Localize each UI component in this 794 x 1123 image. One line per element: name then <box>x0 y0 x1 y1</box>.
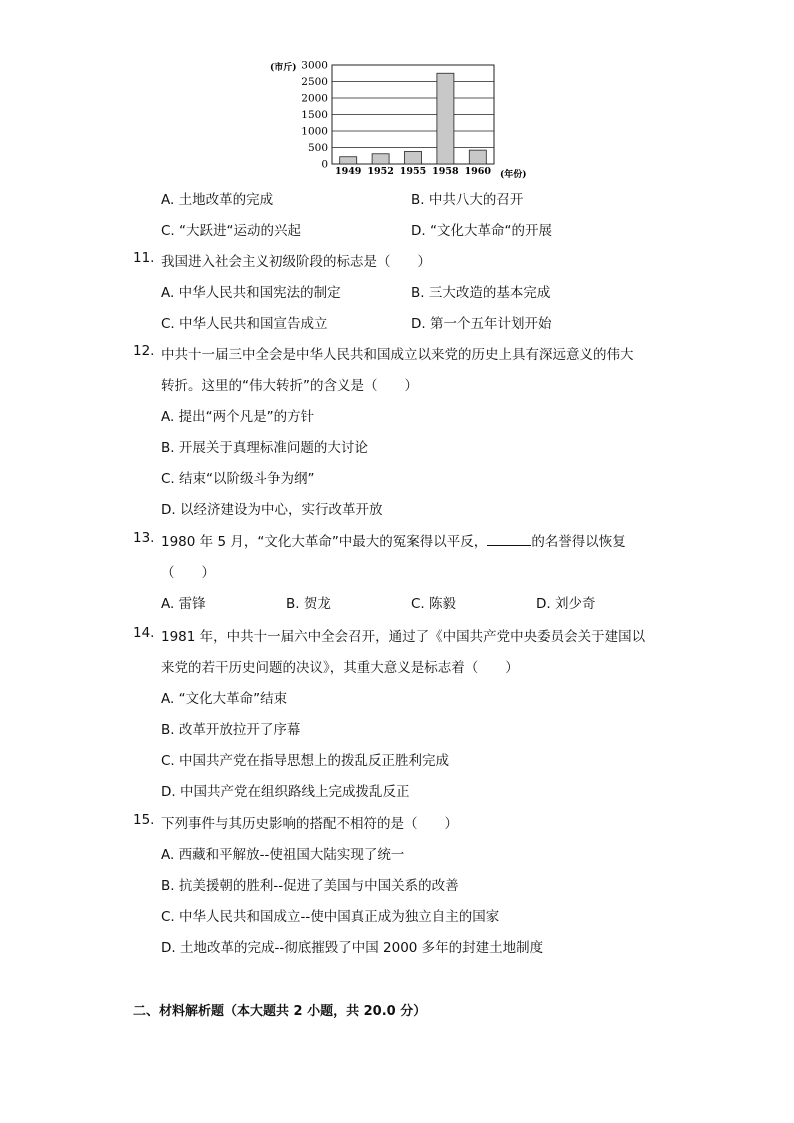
q11-stem: 我国进入社会主义初级阶段的标志是（ ） <box>161 254 431 270</box>
q14-number: 14. <box>133 625 155 641</box>
q11-option-c: C. 中华人民共和国宣告成立 <box>161 316 328 332</box>
x-tick-label: 1960 <box>464 166 492 177</box>
bar-1960 <box>469 150 486 164</box>
y-tick-label: 500 <box>307 142 328 154</box>
q12-number: 12. <box>133 343 155 359</box>
x-tick-label: 1952 <box>367 166 394 177</box>
q13-option-b: B. 贺龙 <box>286 596 331 612</box>
grain-output-bar-chart <box>268 56 538 180</box>
q14-option-a: A. “文化大革命”结束 <box>161 691 288 707</box>
q15-option-d: D. 土地改革的完成--彻底摧毁了中国 2000 多年的封建土地制度 <box>161 940 544 956</box>
q11-option-d: D. 第一个五年计划开始 <box>411 316 552 332</box>
q13-option-d: D. 刘少奇 <box>536 596 596 612</box>
section-2-heading: 二、材料解析题（本大题共 2 小题，共 20.0 分） <box>133 1004 427 1019</box>
q15-option-a: A. 西藏和平解放--使祖国大陆实现了统一 <box>161 847 405 863</box>
x-tick-label: 1958 <box>432 166 459 177</box>
q15-stem: 下列事件与其历史影响的搭配不相符的是（ ） <box>161 816 458 832</box>
y-tick-label: 1000 <box>301 125 328 138</box>
x-tick-label: 1949 <box>334 166 362 177</box>
bar-1955 <box>405 151 422 164</box>
y-axis-unit-label: (市斤) <box>270 63 297 73</box>
q13-answer-blank <box>487 533 531 546</box>
y-tick-label: 2000 <box>301 92 328 105</box>
q11-number: 11. <box>133 250 155 266</box>
q14-stem-line1: 1981 年，中共十一届六中全会召开，通过了《中国共产党中央委员会关于建国以 <box>161 629 646 645</box>
q13-stem <box>161 530 626 550</box>
q15-option-c: C. 中华人民共和国成立--使中国真正成为独立自主的国家 <box>161 909 500 925</box>
y-tick-label: 1500 <box>301 109 328 121</box>
q12-option-d: D. 以经济建设为中心，实行改革开放 <box>161 502 383 518</box>
q12-option-b: B. 开展关于真理标准问题的大讨论 <box>161 440 368 456</box>
bar-1949 <box>340 157 357 164</box>
x-tick-label: 1955 <box>399 166 427 177</box>
q11-option-a: A. 中华人民共和国宪法的制定 <box>161 285 341 301</box>
q12-option-c: C. 结束“以阶级斗争为纲” <box>161 471 315 487</box>
q12-option-a: A. 提出“两个凡是”的方针 <box>161 409 315 425</box>
y-tick-label: 3000 <box>301 59 328 72</box>
q15-option-b: B. 抗美援朝的胜利--促进了美国与中国关系的改善 <box>161 878 459 894</box>
y-tick-label: 2500 <box>301 76 328 88</box>
q12-stem-line2: 转折。这里的“伟大转折”的含义是（ ） <box>161 378 418 394</box>
q15-number: 15. <box>133 812 155 828</box>
q13-option-c: C. 陈毅 <box>411 596 457 612</box>
q10-option-b: B. 中共八大的召开 <box>411 192 524 208</box>
y-tick-label: 0 <box>321 158 328 171</box>
q13-number: 13. <box>133 530 155 546</box>
q12-stem-line1: 中共十一届三中全会是中华人民共和国成立以来党的历史上具有深远意义的伟大 <box>161 347 634 363</box>
q13-stem-before: 1980 年 5 月，“文化大革命”中最大的冤案得以平反， <box>161 534 488 550</box>
q10-option-d: D. “文化大革命“的开展 <box>411 223 552 239</box>
q14-option-c: C. 中国共产党在指导思想上的拨乱反正胜利完成 <box>161 753 450 769</box>
q11-option-b: B. 三大改造的基本完成 <box>411 285 551 301</box>
q13-stem-after: 的名誉得以恢复 <box>531 534 626 550</box>
q10-option-a: A. 土地改革的完成 <box>161 192 274 208</box>
q13-option-a: A. 雷锋 <box>161 596 206 612</box>
bar-1958 <box>437 73 454 164</box>
q14-option-d: D. 中国共产党在组织路线上完成拨乱反正 <box>161 784 410 800</box>
bar-1952 <box>372 154 389 164</box>
q14-stem-line2: 来党的若干历史问题的决议》，其重大意义是标志着（ ） <box>161 660 519 676</box>
q13-stem-line2: （ ） <box>161 565 215 581</box>
x-axis-unit-label: (年份) <box>500 170 527 180</box>
q10-option-c: C. “大跃进“运动的兴起 <box>161 223 301 239</box>
chart-svg <box>268 56 538 180</box>
q14-option-b: B. 改革开放拉开了序幕 <box>161 722 301 738</box>
